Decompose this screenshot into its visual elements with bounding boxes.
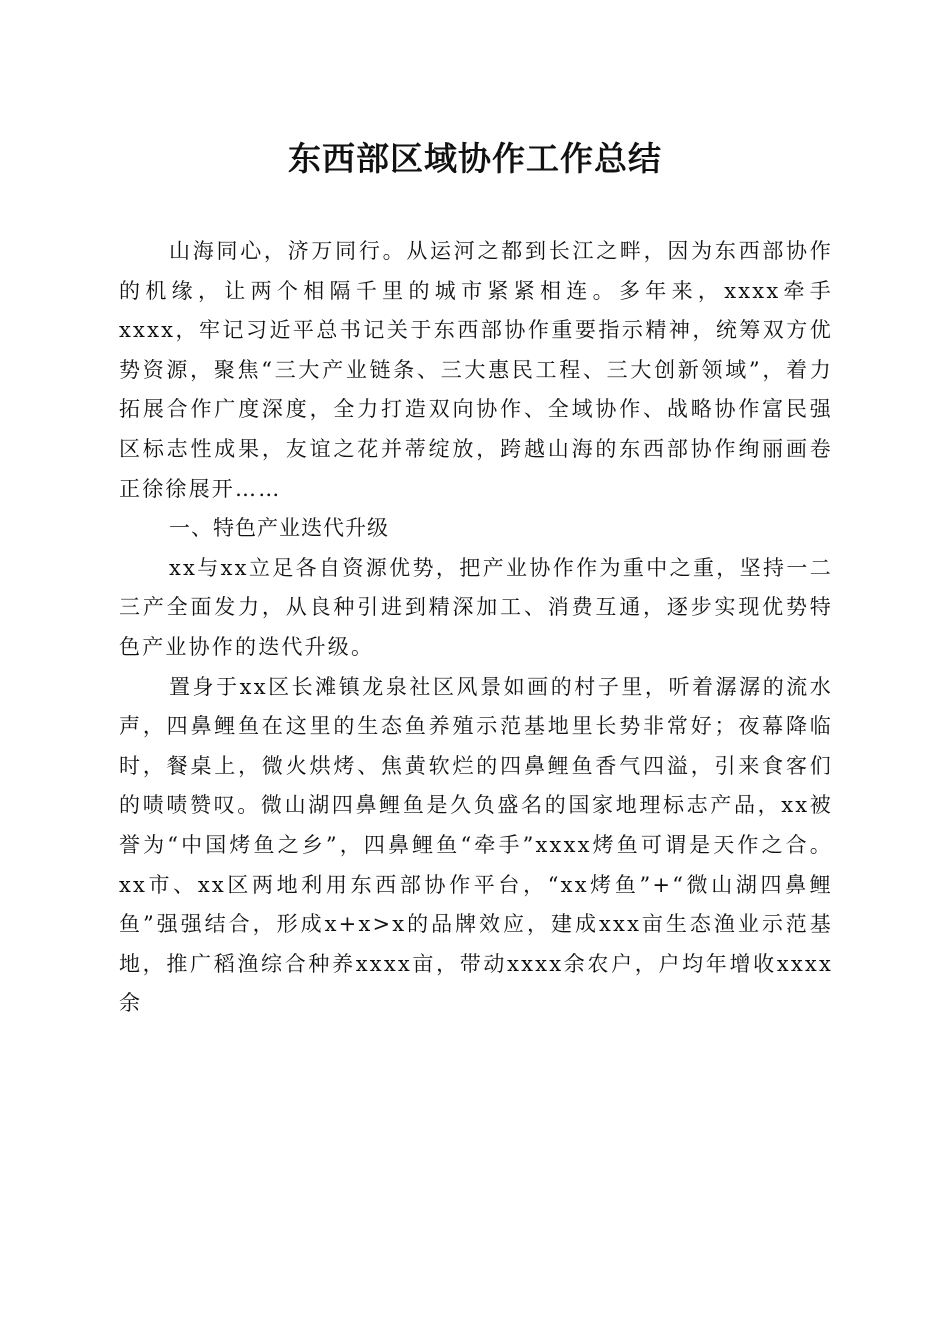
document-title: 东西部区域协作工作总结 [288,139,662,178]
section-paragraph-2: 置身于xx区长滩镇龙泉社区风景如画的村子里，听着潺潺的流水声，四鼻鲤鱼在这里的生态鱼养殖示范基地里长势非常好；夜幕降临时，餐桌上，微火烘烤、焦黄软烂的四鼻鲤鱼香气四溢，引来食客们的啧啧赞叹。微山湖四鼻鲤鱼是久负盛名的国家地理标志产品，xx被誉为“中国烤鱼之乡”，四鼻鲤鱼“牵手”xxxx烤鱼可谓是天作之合。xx市、xx区两地利用东西部协作平台，“xx烤鱼”+“微山湖四鼻鲤鱼”强强结合，形成x+x>x的品牌效应，建成xxx亩生态渔业示范基地，推广稻渔综合种养xxxx亩，带动xxxx余农户，户均年增收xxxx余 [119,674,833,1016]
intro-paragraph: 山海同心，济万同行。从运河之都到长江之畔，因为东西部协作的机缘，让两个相隔千里的城市紧紧相连。多年来，xxxx牵手xxxx，牢记习近平总书记关于东西部协作重要指示精神，统筹双方优势资源，聚焦“三大产业链条、三大惠民工程、三大创新领域”，着力拓展合作广度深度，全力打造双向协作、全域协作、战略协作富民强区标志性成果，友谊之花并蒂绽放，跨越山海的东西部协作绚丽画卷正徐徐展开…… [119,239,833,501]
section-paragraph-1: xx与xx立足各自资源优势，把产业协作作为重中之重，坚持一二三产全面发力，从良种引进到精深加工、消费互通，逐步实现优势特色产业协作的迭代升级。 [119,555,833,659]
document-body [119,232,833,1024]
section-heading: 一、特色产业迭代升级 [169,516,389,541]
